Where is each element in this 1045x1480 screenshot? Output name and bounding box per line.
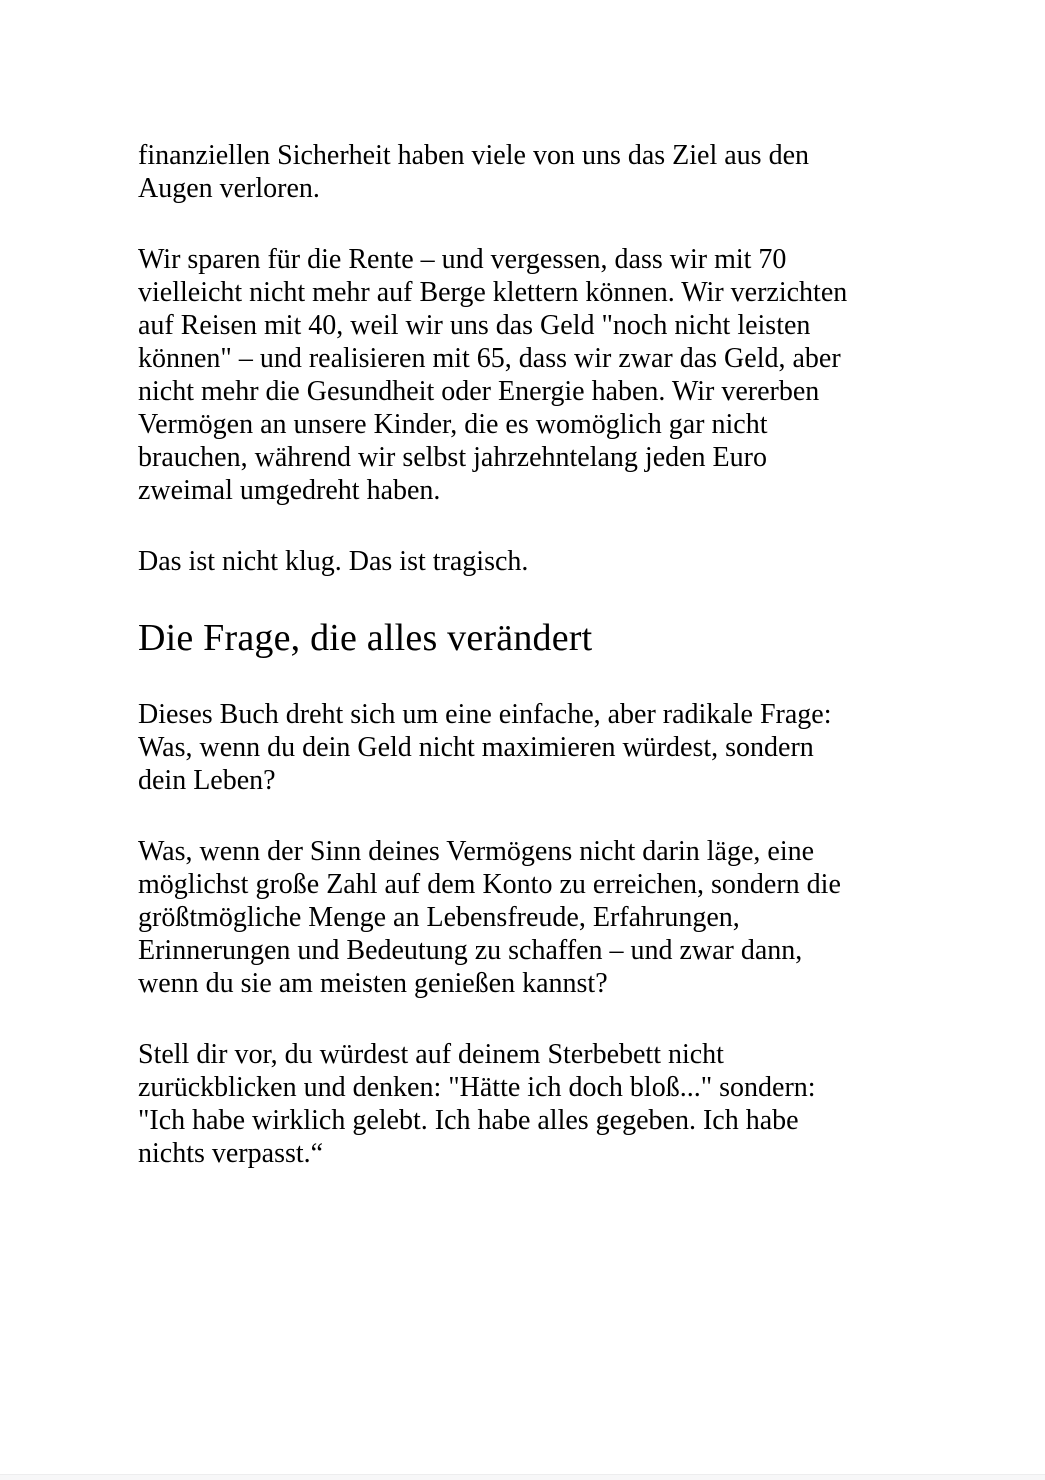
text-line: nicht mehr die Gesundheit oder Energie haben. Wir vererben <box>138 376 820 407</box>
text-line: nichts verpasst.“ <box>138 1138 324 1169</box>
text-line: Vermögen an unsere Kinder, die es womöglich gar nicht <box>138 409 768 440</box>
text-line: Wir sparen für die Rente – und vergessen, dass wir mit 70 <box>138 244 787 275</box>
text-line: Erinnerungen und Bedeutung zu schaffen – und zwar dann, <box>138 935 803 966</box>
text-line: zurückblicken und denken: "Hätte ich doch bloß..." sondern: <box>138 1072 816 1103</box>
text-line: vielleicht nicht mehr auf Berge klettern können. Wir verzichten <box>138 277 848 308</box>
paragraph-book-question <box>138 698 938 797</box>
text-line: zweimal umgedreht haben. <box>138 475 441 506</box>
paragraph-purpose-of-wealth <box>138 835 938 1000</box>
document-content <box>138 139 938 1208</box>
text-line: Das ist nicht klug. Das ist tragisch. <box>138 546 529 577</box>
paragraph-deathbed <box>138 1038 938 1170</box>
text-line: Was, wenn der Sinn deines Vermögens nicht darin läge, eine <box>138 836 815 867</box>
text-line: auf Reisen mit 40, weil wir uns das Geld "noch nicht leisten <box>138 310 811 341</box>
text-line: möglichst große Zahl auf dem Konto zu erreichen, sondern die <box>138 869 841 900</box>
text-line: können" – und realisieren mit 65, dass wir zwar das Geld, aber <box>138 343 841 374</box>
text-line: Augen verloren. <box>138 173 320 204</box>
text-line: größtmögliche Menge an Lebensfreude, Erfahrungen, <box>138 902 740 933</box>
page-bottom-divider <box>0 1474 1045 1480</box>
paragraph-intro-goal-lost <box>138 139 938 205</box>
text-line: wenn du sie am meisten genießen kannst? <box>138 968 608 999</box>
paragraph-not-clever-tragic <box>138 545 938 578</box>
text-line: Dieses Buch dreht sich um eine einfache, aber radikale Frage: <box>138 699 832 730</box>
text-line: Was, wenn du dein Geld nicht maximieren würdest, sondern <box>138 732 814 763</box>
text-line: Stell dir vor, du würdest auf deinem Sterbebett nicht <box>138 1039 724 1070</box>
section-heading <box>138 616 938 660</box>
text-line: brauchen, während wir selbst jahrzehntelang jeden Euro <box>138 442 767 473</box>
heading-text: Die Frage, die alles verändert <box>138 617 593 659</box>
text-line: dein Leben? <box>138 765 276 796</box>
paragraph-saving-for-retirement <box>138 243 938 507</box>
text-line: finanziellen Sicherheit haben viele von uns das Ziel aus den <box>138 140 810 171</box>
text-line: "Ich habe wirklich gelebt. Ich habe alles gegeben. Ich habe <box>138 1105 799 1136</box>
